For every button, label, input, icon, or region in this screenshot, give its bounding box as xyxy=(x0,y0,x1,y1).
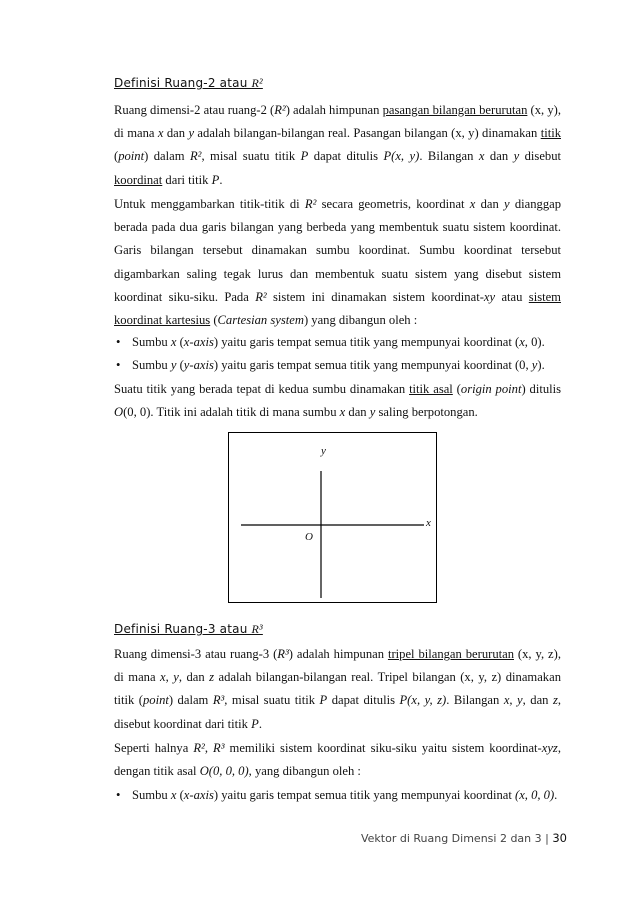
y-axis-label: y xyxy=(321,445,326,457)
bullet-dot: • xyxy=(116,335,121,349)
bullet-y-axis: • Sumbu y (y-axis) yaitu garis tempat semua titik yang mempunyai koordinat (0, y). xyxy=(114,354,561,377)
bullet-x-axis: • Sumbu x (x-axis) yaitu garis tempat semua titik yang mempunyai koordinat (x, 0). xyxy=(114,331,561,354)
section1-heading-text: Definisi Ruang-2 atau xyxy=(114,76,248,90)
link-koordinat: koordinat xyxy=(114,172,163,187)
footer-separator: | xyxy=(545,832,549,845)
footer-title: Vektor di Ruang Dimensi 2 dan 3 xyxy=(360,832,542,845)
section2-paragraph-2: Seperti halnya R², R³ memiliki sistem koordinat siku-siku yaitu sistem koordinat-xyz, dengan titik asal O(0, 0, 0), yang dibangun oleh : xyxy=(114,741,561,779)
page-footer xyxy=(360,831,567,845)
section1-heading-math: R² xyxy=(251,76,263,90)
axes-svg xyxy=(229,433,438,604)
section1-paragraph-1: Ruang dimensi-2 atau ruang-2 (R²) adalah himpunan pasangan bilangan berurutan (x, y), di mana x dan y adalah bilangan-bilangan real. Pasangan bilangan (x, y) dinamakan titik (point) dalam R², misal suatu titik P dapat ditulis P(x, y). Bilangan x dan y disebut koordinat dari titik P. xyxy=(114,103,562,187)
bullet-dot: • xyxy=(116,788,121,802)
section1-paragraph-2: Untuk menggambarkan titik-titik di R² secara geometris, koordinat x dan y dianggap berada pada dua garis bilangan yang berbeda yang membentuk suatu sistem koordinat. Garis bilangan tersebut dinamakan sumbu koordinat. Sumbu koordinat tersebut digambarkan saling tegak lurus dan membentuk suatu sistem yang disebut sistem koordinat siku-siku. Pada R² sistem ini dinamakan sistem koordinat-xy atau sistem koordinat kartesius (Cartesian system) yang dibangun oleh : xyxy=(114,197,562,328)
section2-paragraph-1: Ruang dimensi-3 atau ruang-3 (R³) adalah himpunan tripel bilangan berurutan (x, y, z), di mana x, y, dan z adalah bilangan-bilangan real. Tripel bilangan (x, y, z) dinamakan titik (point) dalam R³, misal suatu titik P dapat ditulis P(x, y, z). Bilangan x, y, dan z, disebut koordinat dari titik P. xyxy=(114,647,562,731)
link-sistem-koordinat-kartesius: sistem koordinat kartesius xyxy=(114,289,561,328)
origin-label: O xyxy=(305,531,313,543)
coordinate-diagram xyxy=(228,432,437,603)
section2-heading-math: R³ xyxy=(251,622,263,636)
section1-heading xyxy=(114,76,263,91)
bullet-x-axis-3d: • Sumbu x (x-axis) yaitu garis tempat semua titik yang mempunyai koordinat (x, 0, 0). xyxy=(114,784,561,807)
section1-paragraph-3: Suatu titik yang berada tepat di kedua sumbu dinamakan titik asal (origin point) ditulis O(0, 0). Titik ini adalah titik di mana sumbu x dan y saling berpotongan. xyxy=(114,382,562,420)
bullet-dot: • xyxy=(116,358,121,372)
link-titik: titik xyxy=(540,126,561,141)
link-titik-asal: titik asal xyxy=(409,382,453,396)
link-pasangan-bilangan: pasangan bilangan berurutan xyxy=(382,103,528,117)
section2-heading xyxy=(114,622,263,637)
section2-heading-text: Definisi Ruang-3 atau xyxy=(114,622,248,636)
x-axis-label: x xyxy=(426,517,431,529)
page-number: 30 xyxy=(552,831,567,845)
link-tripel-bilangan: tripel bilangan berurutan xyxy=(387,647,514,661)
